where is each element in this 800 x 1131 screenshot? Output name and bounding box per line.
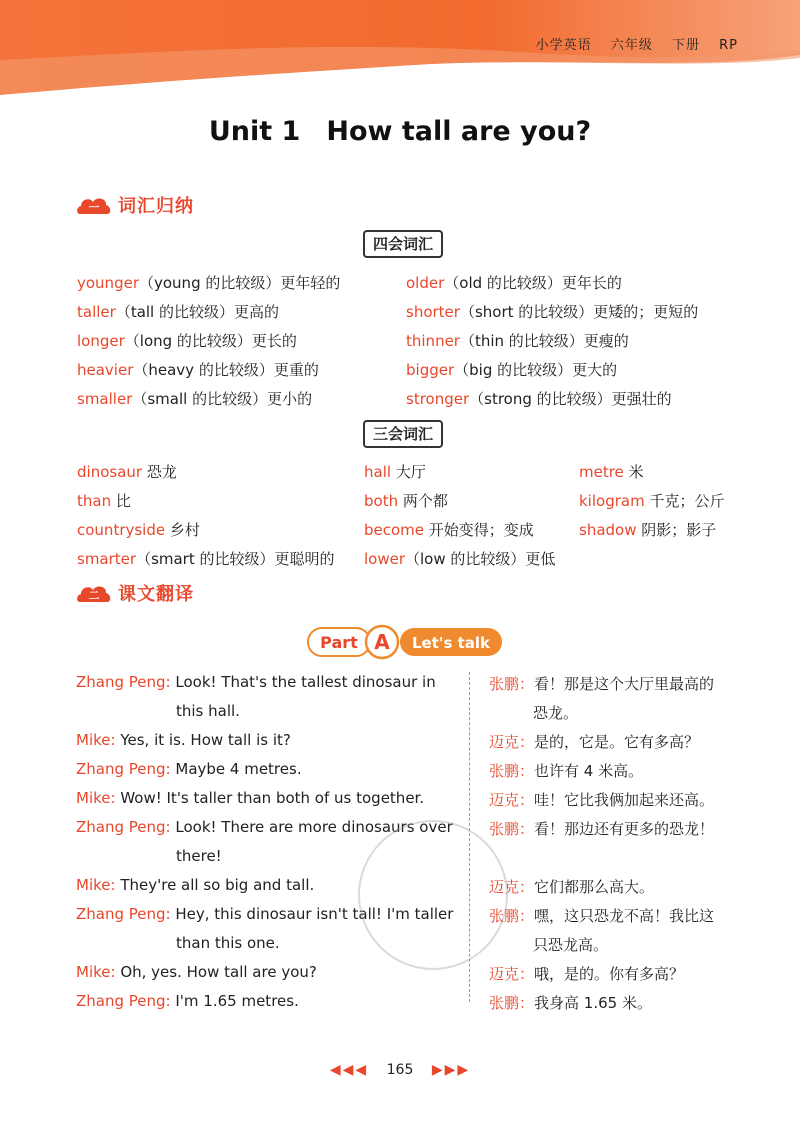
vocab-item: bigger（big 的比较级）更大的	[406, 361, 618, 379]
section-translation-heading	[76, 580, 194, 606]
four-skill-tag: 四会词汇	[363, 230, 443, 258]
translation-line: 张鹏：看！那边还有更多的恐龙！	[489, 820, 715, 838]
vocab-item: than 比	[77, 492, 131, 510]
vocab-item: stronger（strong 的比较级）更强壮的	[406, 390, 672, 408]
section-vocab-number: 一	[88, 201, 100, 214]
vocab-item: metre 米	[579, 463, 644, 481]
part-letter: A	[374, 630, 390, 654]
translation-line: 迈克：是的，它是。它有多高？	[489, 733, 700, 751]
page-footer	[0, 1062, 800, 1078]
translation-line: 恐龙。	[533, 704, 579, 722]
translation-line: 迈克：哦，是的。你有多高？	[489, 965, 685, 983]
translation-line: 张鹏：也许有 4 米高。	[489, 762, 644, 780]
dialogue-line: Zhang Peng: Look! That's the tallest dinosaur in	[76, 673, 436, 691]
translation-line: 迈克：哇！它比我俩加起来还高。	[489, 791, 715, 809]
translation-line: 张鹏：看！那是这个大厅里最高的	[489, 675, 715, 693]
header-meta	[522, 34, 738, 53]
dialogue-line: Mike: Yes, it is. How tall is it?	[76, 731, 291, 749]
translation-line: 张鹏：我身高 1.65 米。	[489, 994, 652, 1012]
vocab-item: thinner（thin 的比较级）更瘦的	[406, 332, 629, 350]
header-grade: 六年级	[610, 38, 653, 53]
dialogue-line: there!	[176, 847, 222, 865]
header-subject: 小学英语	[535, 38, 592, 53]
header-edition: RP	[719, 38, 738, 53]
vocab-item: shorter（short 的比较级）更矮的；更短的	[406, 303, 699, 321]
unit-name: How tall are you?	[326, 116, 592, 147]
three-skill-tag: 三会词汇	[363, 420, 443, 448]
cloud-badge-icon	[76, 582, 112, 604]
vocab-item: younger（young 的比较级）更年轻的	[77, 274, 341, 292]
watermark-stamp	[358, 820, 508, 970]
unit-label: Unit 1	[208, 116, 301, 147]
vocab-item: older（old 的比较级）更年长的	[406, 274, 622, 292]
vocab-item: smaller（small 的比较级）更小的	[77, 390, 313, 408]
dialogue-line: Zhang Peng: Hey, this dinosaur isn't tall! I'm taller	[76, 905, 454, 923]
translation-line: 迈克：它们都那么高大。	[489, 878, 655, 896]
vocab-item: both 两个都	[364, 492, 448, 510]
header-volume: 下册	[671, 38, 700, 53]
vocab-item: lower（low 的比较级）更低	[364, 550, 556, 568]
dialogue-line: Zhang Peng: Maybe 4 metres.	[76, 760, 302, 778]
section-vocab-heading	[76, 192, 194, 218]
translation-line: 张鹏：嘿，这只恐龙不高！我比这	[489, 907, 715, 925]
dialogue-line: this hall.	[176, 702, 240, 720]
vocab-item: dinosaur 恐龙	[77, 463, 177, 481]
dialogue-line: Zhang Peng: I'm 1.65 metres.	[76, 992, 299, 1010]
prev-arrows-icon: ◀◀◀	[329, 1062, 369, 1078]
dialogue-line: Zhang Peng: Look! There are more dinosaurs over	[76, 818, 453, 836]
vocab-item: taller（tall 的比较级）更高的	[77, 303, 279, 321]
dialogue-line: Mike: They're all so big and tall.	[76, 876, 315, 894]
dialogue-line: Mike: Wow! It's taller than both of us together.	[76, 789, 425, 807]
section-translation-label: 课文翻译	[118, 584, 194, 605]
vocab-item: smarter（smart 的比较级）更聪明的	[77, 550, 335, 568]
part-word: Part	[320, 633, 358, 652]
vocab-item: heavier（heavy 的比较级）更重的	[77, 361, 319, 379]
section-vocab-label: 词汇归纳	[118, 196, 194, 217]
next-arrows-icon: ▶▶▶	[431, 1062, 471, 1078]
vocab-item: shadow 阴影；影子	[579, 521, 717, 539]
vocab-item: countryside 乡村	[77, 521, 200, 539]
vocab-item: hall 大厅	[364, 463, 426, 481]
page-title	[0, 116, 800, 147]
vocab-item: longer（long 的比较级）更长的	[77, 332, 297, 350]
vocab-item: become 开始变得；变成	[364, 521, 534, 539]
dialogue-line: Mike: Oh, yes. How tall are you?	[76, 963, 317, 981]
translation-line: 只恐龙高。	[533, 936, 609, 954]
part-name: Let's talk	[411, 634, 491, 652]
section-translation-number: 二	[88, 589, 100, 602]
vocab-item: kilogram 千克；公斤	[579, 492, 725, 510]
part-a-badge	[306, 624, 504, 660]
dialogue-line: than this one.	[176, 934, 280, 952]
page-number: 165	[386, 1062, 414, 1078]
cloud-badge-icon	[76, 194, 112, 216]
